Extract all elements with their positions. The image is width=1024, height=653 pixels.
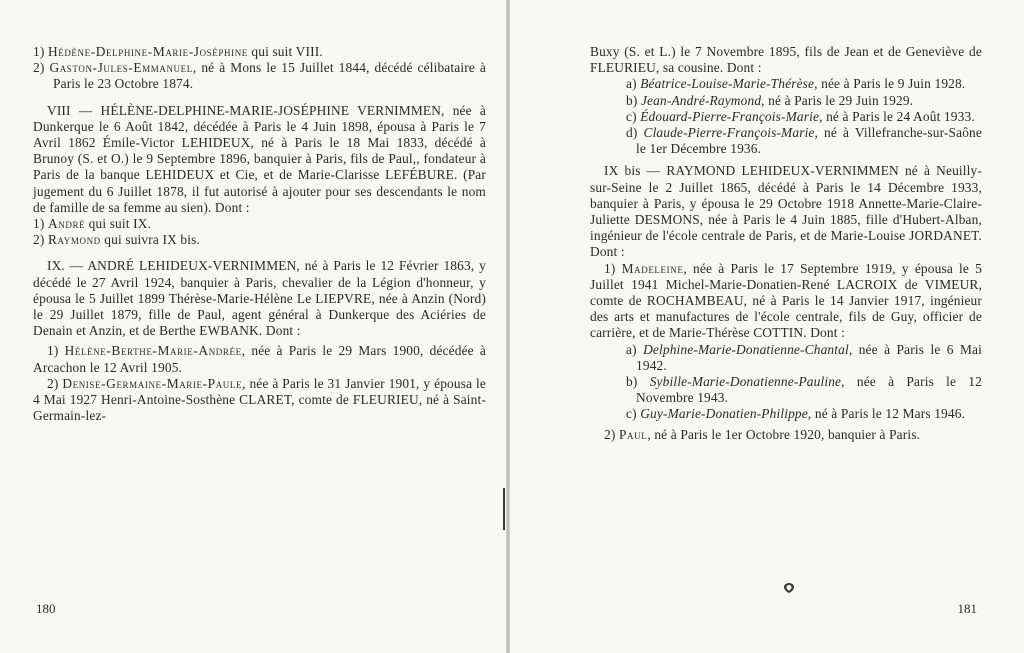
list-item: 1) Hélène-Berthe-Marie-Andrée, née à Paris le 29 Mars 1900, décédée à Arcachon le 12 Avril 1905. [33,343,486,375]
right-page [510,0,1024,653]
list-item: a) Béatrice-Louise-Marie-Thérèse, née à Paris le 9 Juin 1928. [626,76,966,92]
list-item: c) Guy-Marie-Donatien-Philippe, né à Paris le 12 Mars 1946. [626,406,966,422]
list-item: 2) Paul, né à Paris le 1er Octobre 1920, banquier à Paris. [604,426,921,442]
section-viii: VIII — HÉLÈNE-DELPHINE-MARIE-JOSÉPHINE VERNIMMEN, née à Dunkerque le 6 Août 1842, décédée à Paris le 4 Juin 1898, épousa à Paris le 7 Avril 1862 Émile-Victor LEHIDEUX, né à Paris le 18 Mai 1833, décédé à Brunoy (S. et O.) le 9 Septembre 1896, banquier à Paris, fils de Paul,, fondateur à Paris de la banque LEHIDEUX et Cie, et de Marie-Clarisse LEFÉBURE. (Par jugement du 6 Juillet 1878, il fut autorisé à ajouter pour ses descendants le nom de famille de sa femme au sien). Dont : [33,102,486,215]
ornament-icon [781,582,797,594]
page-number-right: 181 [957,601,977,616]
gutter-mark [503,488,505,530]
left-page [0,0,508,653]
list-item: 2) Gaston-Jules-Emmanuel, né à Mons le 15 Juillet 1844, décédé célibataire à Paris le 23 Octobre 1874. [33,60,486,92]
list-item: 1) André qui suit IX. [33,216,152,232]
continuation-text: Buxy (S. et L.) le 7 Novembre 1895, fils de Jean et de Geneviève de FLEURIEU, sa cousine. Dont : [590,44,982,76]
list-item: a) Delphine-Marie-Donatienne-Chantal, née à Paris le 6 Mai 1942. [626,341,982,373]
page-number-left: 180 [36,601,56,616]
list-item: 2) Raymond qui suivra IX bis. [33,232,200,248]
list-item: d) Claude-Pierre-François-Marie, né à Villefranche-sur-Saône le 1er Décembre 1936. [626,125,982,157]
list-item: 1) Hédène-Delphine-Marie-Joséphine qui suit VIII. [33,44,323,59]
section-ix-bis: IX bis — RAYMOND LEHIDEUX-VERNIMMEN né à Neuilly-sur-Seine le 2 Juillet 1865, décédé à Paris le 14 Décembre 1933, banquier à Paris, y épousa le 29 Octobre 1918 Annette-Marie-Claire-Juliette DESMONS, née à Paris le 4 Juin 1885, fille d'Hubert-Alban, ingénieur de l'école centrale de Paris, et de Marie-Louise JORDANET. Dont : [590,163,982,260]
list-item: b) Sybille-Marie-Donatienne-Pauline, née à Paris le 12 Novembre 1943. [626,374,982,406]
section-ix: IX. — ANDRÉ LEHIDEUX-VERNIMMEN, né à Paris le 12 Février 1863, y décédé le 27 Avril 1924, banquier à Paris, chevalier de la Légion d'honneur, y épousa le 5 Juillet 1899 Thérèse-Marie-Hélène Le LIEPVRE, née à Anzin (Nord) le 29 Juillet 1879, fille de Paul, agent général à Dunkerque des Aciéries de Denain et Anzin, et de Berthe EWBANK. Dont : [33,258,486,339]
list-item: 2) Denise-Germaine-Marie-Paule, née à Paris le 31 Janvier 1901, y épousa le 4 Mai 1927 Henri-Antoine-Sosthène CLARET, comte de FLEURIEU, né à Saint-Germain-lez- [33,375,487,424]
list-item: b) Jean-André-Raymond, né à Paris le 29 Juin 1929. [626,92,914,108]
list-item: 1) Madeleine, née à Paris le 17 Septembre 1919, y épousa le 5 Juillet 1941 Michel-Marie-Donatien-René LACROIX de VIMEUR, comte de ROCHAMBEAU, né à Paris le 14 Janvier 1917, ingénieur des arts et manufactures de l'école centrale, fils de Guy, officier de carrière, et de Marie-Thérèse COTTIN. Dont : [590,260,983,341]
list-item: c) Édouard-Pierre-François-Marie, né à Paris le 24 Août 1933. [626,108,975,124]
